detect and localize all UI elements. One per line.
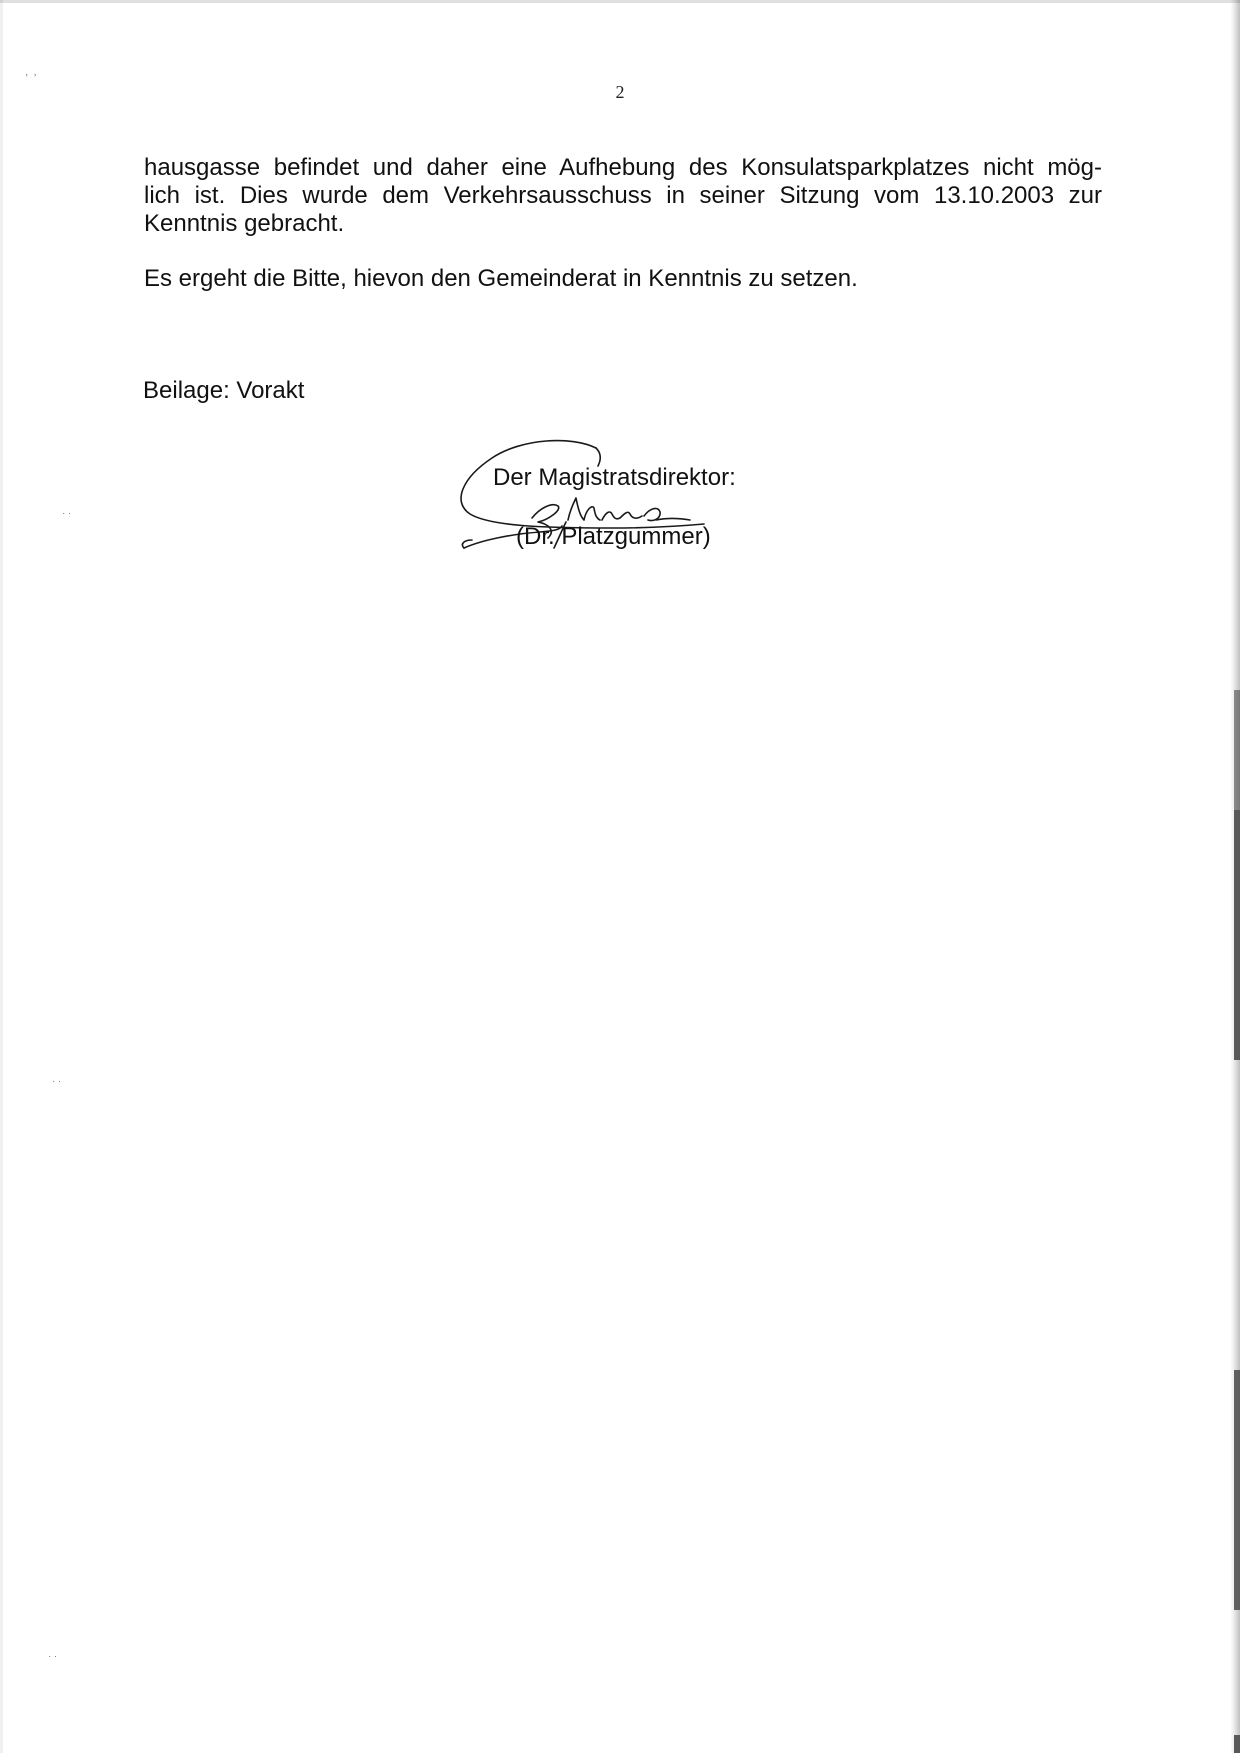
signatory-name: (Dr. Platzgummer): [516, 523, 711, 550]
scan-shadow: [1234, 1370, 1240, 1610]
scan-speck: ˙ ˙: [48, 1655, 58, 1666]
signature-title: Der Magistratsdirektor:: [493, 464, 736, 491]
body-line: hausgasse befindet und daher eine Aufhebung des Konsulatsparkplatzes nicht mög-: [144, 154, 1102, 181]
scan-shadow: [1234, 810, 1240, 1060]
scan-edge-top: [0, 0, 1240, 3]
scan-speck: ʼ ʼ: [25, 73, 37, 84]
page-number: 2: [615, 82, 625, 102]
scan-speck: ˙ ˙: [62, 512, 72, 523]
scan-shadow: [1234, 690, 1240, 810]
body-line: Kenntnis gebracht.: [144, 210, 345, 237]
scan-shadow: [1234, 1735, 1240, 1753]
signature-block: [452, 430, 852, 560]
body-line: lich ist. Dies wurde dem Verkehrsausschuss in seiner Sitzung vom 13.10.2003 zur: [144, 182, 1102, 209]
body-paragraph: [144, 154, 1102, 238]
scan-edge-left: [0, 0, 3, 1753]
scan-edge-right: [1230, 0, 1240, 1753]
scan-speck: ˙ ˙: [52, 1080, 62, 1091]
attachment-note: Beilage: Vorakt: [143, 377, 305, 404]
request-paragraph: Es ergeht die Bitte, hievon den Gemeinderat in Kenntnis zu setzen.: [144, 265, 858, 292]
